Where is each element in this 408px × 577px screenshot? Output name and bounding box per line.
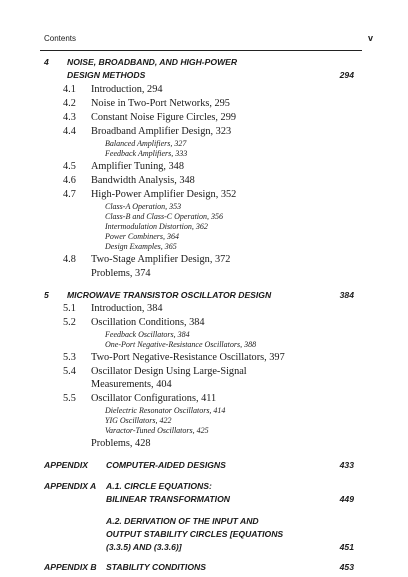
appendix-b-label: APPENDIX B	[44, 562, 97, 572]
chapter-5-page: 384	[339, 290, 354, 300]
chapter-4-page: 294	[339, 70, 354, 80]
toc-subentry: Varactor-Tuned Oscillators, 425	[105, 426, 209, 435]
toc-subentry: Balanced Amplifiers, 327	[105, 139, 187, 148]
toc-entry-5-4-continued: Measurements, 404	[91, 379, 172, 390]
appendix-a2-title-line3: (3.3.5) AND (3.3.6)]	[106, 542, 182, 552]
appendix-a-label: APPENDIX A	[44, 481, 97, 491]
toc-subentry: Class-A Operation, 353	[105, 202, 182, 211]
toc-problems-4: Problems, 374	[91, 268, 151, 279]
toc-subentry: YIG Oscillators, 422	[105, 416, 172, 425]
toc-subentry: Design Examples, 365	[105, 242, 177, 251]
toc-subentry: Class-B and Class-C Operation, 356	[105, 212, 224, 221]
appendix-a2-title-line2: OUTPUT STABILITY CIRCLES [EQUATIONS	[106, 529, 284, 539]
toc-subentry: Power Combiners, 364	[105, 232, 179, 241]
toc-subentry: Feedback Oscillators, 384	[105, 330, 190, 339]
appendix-label: APPENDIX	[44, 460, 88, 470]
appendix-computer-title: COMPUTER-AIDED DESIGNS	[106, 460, 226, 470]
chapter-4-number: 4	[44, 57, 49, 67]
toc-subentry: Intermodulation Distortion, 362	[105, 222, 208, 231]
chapter-4-title-line1: NOISE, BROADBAND, AND HIGH-POWER	[67, 57, 238, 67]
appendix-a1-title-line2: BILINEAR TRANSFORMATION	[106, 494, 230, 504]
appendix-a1-title-line1: A.1. CIRCLE EQUATIONS:	[106, 481, 212, 491]
appendix-b-page: 453	[339, 562, 354, 572]
chapter-5-title: MICROWAVE TRANSISTOR OSCILLATOR DESIGN	[67, 290, 272, 300]
chapter-4-title-line2: DESIGN METHODS	[67, 70, 146, 80]
chapter-5-number: 5	[44, 290, 49, 300]
appendix-computer-page: 433	[339, 460, 354, 470]
appendix-b-title: STABILITY CONDITIONS	[106, 562, 206, 572]
appendix-a1-page: 449	[339, 494, 354, 504]
appendix-a2-page: 451	[339, 542, 354, 552]
header-rule	[40, 50, 362, 51]
toc-subentry: One-Port Negative-Resistance Oscillators, 388	[105, 340, 257, 349]
toc-problems-5: Problems, 428	[91, 438, 151, 449]
appendix-a2-title-line1: A.2. DERIVATION OF THE INPUT AND	[106, 516, 259, 526]
running-header-title: Contents	[44, 34, 77, 43]
page-number: v	[368, 33, 374, 43]
toc-subentry: Feedback Amplifiers, 333	[105, 149, 188, 158]
toc-subentry: Dielectric Resonator Oscillators, 414	[105, 406, 226, 415]
